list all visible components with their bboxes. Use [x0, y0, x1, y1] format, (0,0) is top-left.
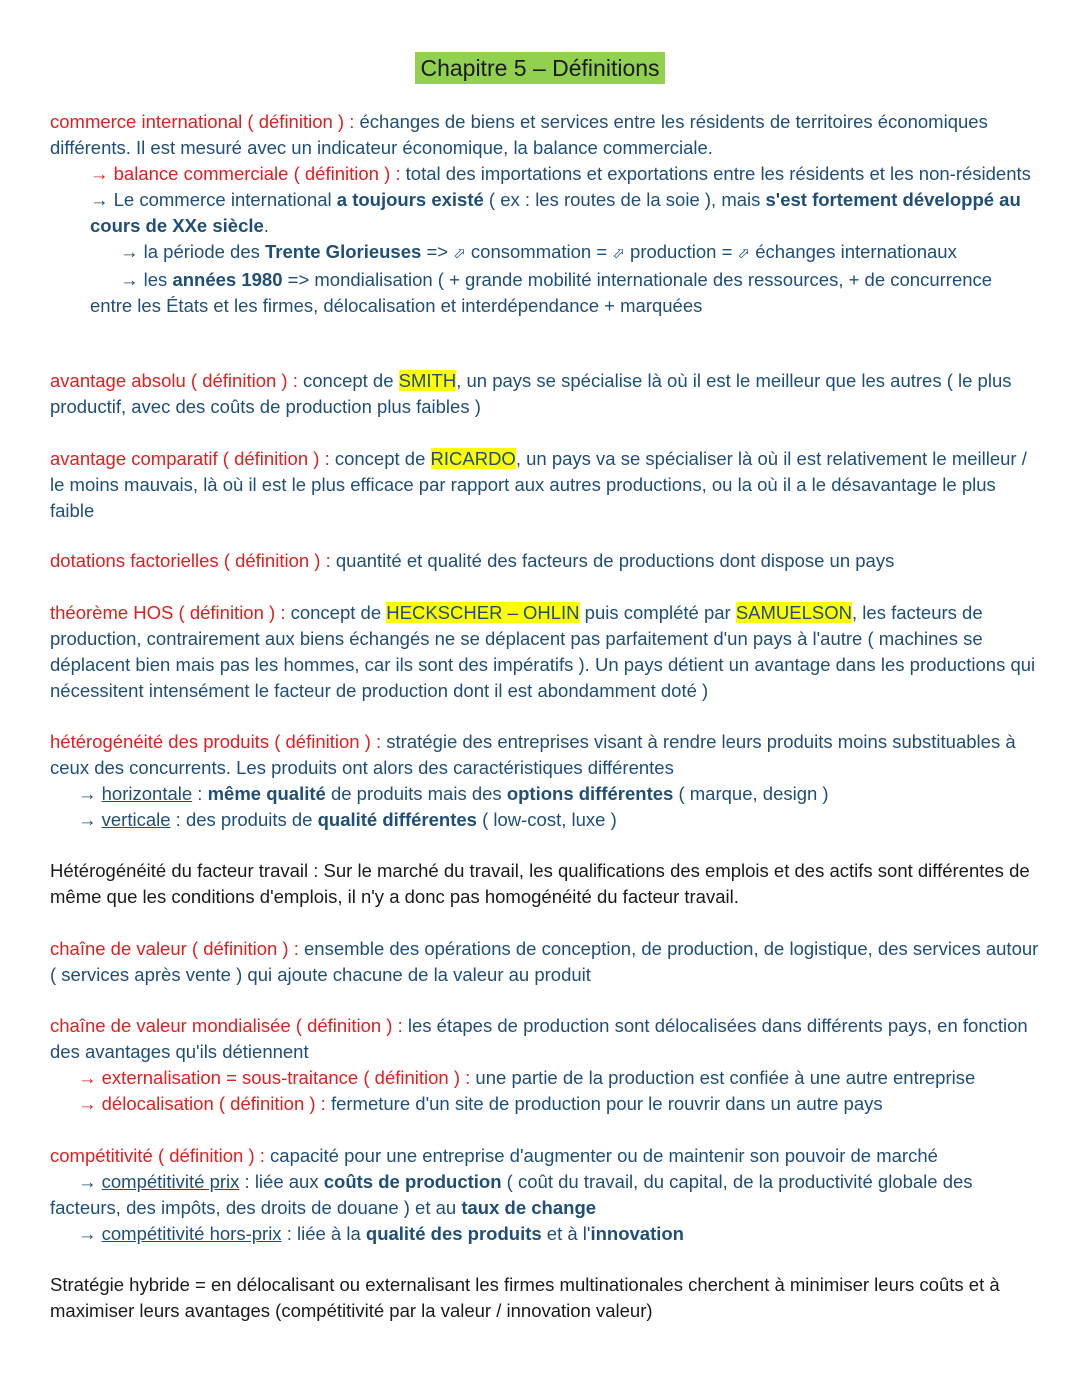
- definition-chaine-de-valeur-mondialisee: chaîne de valeur mondialisée ( définition ) : les étapes de production sont délocalisées dans différents pays, en fonction des avantages qu'ils détiennent → externalisation = sous-traitance ( définition ) : une partie de la production est confiée à une autre entreprise → délocalisation ( définition ) : fermeture d'un site de production pour le rouvrir dans un autre pays: [50, 1015, 1028, 1114]
- definition-dotations-factorielles: dotations factorielles ( définition ) : quantité et qualité des facteurs de productions dont dispose un pays: [50, 550, 895, 571]
- term-label: avantage comparatif ( définition ) :: [50, 448, 330, 469]
- definition-chaine-de-valeur: chaîne de valeur ( définition ) : ensemble des opérations de conception, de production, de logistique, des services autour ( services après vente ) qui ajoute chacune de la valeur au produit: [50, 938, 1039, 985]
- note-heterogeneite-travail: Hétérogénéité du facteur travail : Sur le marché du travail, les qualifications des emplois et des actifs sont différentes de même que les conditions d'emplois, il n'y a donc pas homogénéité du facteur travail.: [50, 860, 1030, 907]
- definition-avantage-comparatif: avantage comparatif ( définition ) : concept de RICARDO, un pays va se spécialiser là où il est relativement le meilleur / le moins mauvais, là où il est le plus efficace par rapport aux autres productions, ou la où il a le désavantage le plus faible: [50, 448, 1027, 521]
- term-label: théorème HOS ( définition ) :: [50, 602, 286, 623]
- up-right-arrow-icon: ⬀: [612, 245, 625, 262]
- term-label: → externalisation = sous-traitance ( définition ) :: [78, 1067, 471, 1088]
- term-label: chaîne de valeur ( définition ) :: [50, 938, 299, 959]
- term-label: → délocalisation ( définition ) :: [78, 1093, 326, 1114]
- definition-heterogeneite-produits: hétérogénéité des produits ( définition ) : stratégie des entreprises visant à rendre leurs produits moins substituables à ceux des concurrents. Les produits ont alors des caractéristiques différentes → horizontale : même qualité de produits mais des options différentes ( marque, design ) → verticale : des produits de qualité différentes ( low-cost, luxe ): [50, 731, 1016, 830]
- term-label: commerce international ( définition ) :: [50, 111, 355, 132]
- definition-avantage-absolu: avantage absolu ( définition ) : concept de SMITH, un pays se spécialise là où il est le meilleur que les autres ( le plus productif, avec des coûts de production plus faibles ): [50, 370, 1012, 417]
- term-label: avantage absolu ( définition ) :: [50, 370, 298, 391]
- highlighted-author: SMITH: [398, 370, 457, 391]
- highlighted-author: SAMUELSON: [735, 602, 853, 623]
- page-title: Chapitre 5 – Définitions: [415, 52, 664, 84]
- highlighted-author: RICARDO: [430, 448, 516, 469]
- term-label: chaîne de valeur mondialisée ( définition ) :: [50, 1015, 403, 1036]
- note-strategie-hybride: Stratégie hybride = en délocalisant ou externalisant les firmes multinationales cherchent à minimiser leurs coûts et à maximiser leurs avantages (compétitivité par la valeur / innovation valeur): [50, 1274, 1000, 1321]
- term-label: dotations factorielles ( définition ) :: [50, 550, 331, 571]
- up-right-arrow-icon: ⬀: [737, 245, 751, 262]
- term-label: hétérogénéité des produits ( définition ) :: [50, 731, 382, 752]
- up-right-arrow-icon: ⬀: [453, 245, 466, 262]
- term-label: → balance commerciale ( définition ) :: [90, 163, 401, 184]
- definition-theoreme-hos: théorème HOS ( définition ) : concept de HECKSCHER – OHLIN puis complété par SAMUELSON, les facteurs de production, contrairement aux biens échangés ne se déplacent pas parfaitement d'un pays à l'autre ( machines se déplacent bien mais pas les hommes, car ils sont des impératifs ). Un pays détient un avantage dans les productions qui nécessitent intensément le facteur de production dont il est abondamment doté ): [50, 602, 1036, 701]
- definition-competitivite: compétitivité ( définition ) : capacité pour une entreprise d'augmenter ou de maintenir son pouvoir de marché → compétitivité prix : liée aux coûts de production ( coût du travail, du capital, de la productivité globale des facteurs, des impôts, des droits de douane ) et au taux de change → compétitivité hors-prix : liée à la qualité des produits et à l'innovation: [50, 1145, 973, 1244]
- term-label: compétitivité ( définition ) :: [50, 1145, 265, 1166]
- definition-commerce-international: commerce international ( définition ) : échanges de biens et services entre les résidents de territoires économiques différents. Il est mesuré avec un indicateur économique, la balance commerciale. → balance commerciale ( définition ) : total des importations et exportations entre les résidents et les non-résidents → Le commerce international a toujours existé ( ex : les routes de la soie ), mais s'est fortement développé au cours de XXe siècle. → la période des Trente Glorieuses => ⬀ consommation = ⬀ production = ⬀ échanges internationaux → les années 1980 => mondialisation ( + grande mobilité internationale des ressources, + de concurrence entre les États et les firmes, délocalisation et interdépendance + marquées: [50, 111, 1031, 316]
- highlighted-author: HECKSCHER – OHLIN: [386, 602, 580, 623]
